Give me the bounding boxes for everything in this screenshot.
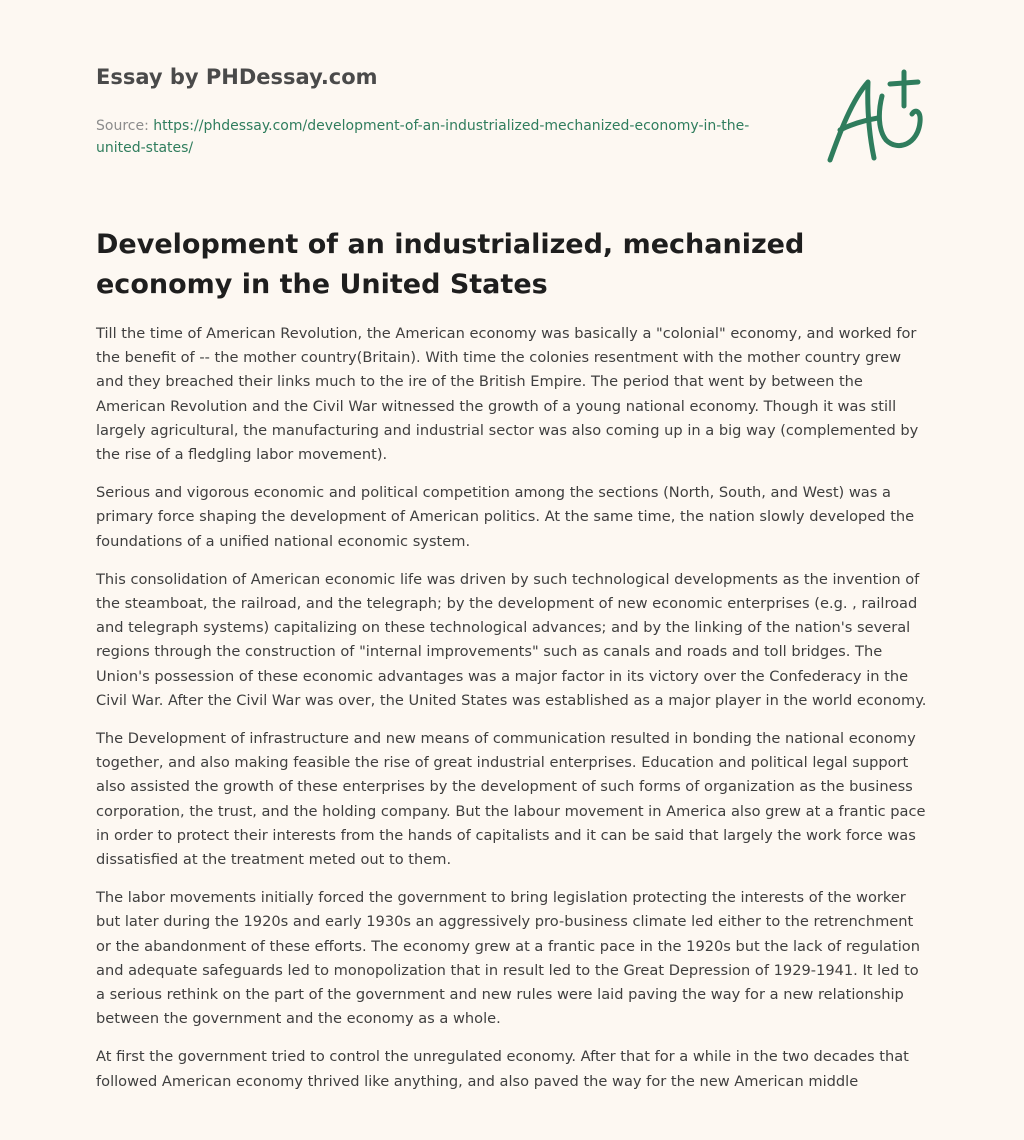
article-paragraph: Till the time of American Revolution, the American economy was basically a "colonial" economy, and worked for the benefit of -- the mother country(Britain). With time the colonies resentment with the mother country grew and they breached their links much to the ire of the British Empire. The period that went by between the American Revolution and the Civil War witnessed the growth of a young national economy. Though it was still largely agricultural, the manufacturing and industrial sector was also coming up in a big way (complemented by the rise of a fledgling labor movement).	[96, 325, 919, 464]
source-line	[96, 115, 776, 159]
source-link[interactable]: https://phdessay.com/development-of-an-industrialized-mechanized-economy-in-the-united-states/	[96, 118, 750, 156]
site-brand: Essay by PHDessay.com	[96, 65, 378, 89]
source-label: Source:	[96, 118, 149, 134]
article-body	[96, 322, 932, 1108]
site-header	[96, 62, 796, 159]
article-title: Development of an industrialized, mechanized economy in the United States	[96, 229, 805, 300]
article-paragraph: At first the government tried to control the unregulated economy. After that for a while in the two decades that followed American economy thrived like anything, and also paved the way for the new American middle	[96, 1048, 909, 1090]
article-paragraph: The Development of infrastructure and new means of communication resulted in bonding the national economy together, and also making feasible the rise of great industrial enterprises. Education and political legal support also assisted the growth of these enterprises by the development of such forms of organization as the business corporation, the trust, and the holding company. But the labour movement in America also grew at a frantic pace in order to protect their interests from the hands of capitalists and it can be said that largely the work force was dissatisfied at the treatment meted out to them.	[96, 730, 926, 869]
article-paragraph: The labor movements initially forced the government to bring legislation protecting the interests of the worker but later during the 1920s and early 1930s an aggressively pro-business climate led either to the retrenchment or the abandonment of these efforts. The economy grew at a frantic pace in the 1920s but the lack of regulation and adequate safeguards led to monopolization that in result led to the Great Depression of 1929-1941. It led to a serious rethink on the part of the government and new rules were laid paving the way for a new relationship between the government and the economy as a whole.	[96, 889, 920, 1028]
a-plus-logo	[820, 66, 930, 166]
article-paragraph: This consolidation of American economic life was driven by such technological developments as the invention of the steamboat, the railroad, and the telegraph; by the development of new economic enterprises (e.g. , railroad and telegraph systems) capitalizing on these technological advances; and by the linking of the nation's several regions through the construction of "internal improvements" such as canals and roads and toll bridges. The Union's possession of these economic advantages was a major factor in its victory over the Confederacy in the Civil War. After the Civil War was over, the United States was established as a major player in the world economy.	[96, 570, 927, 709]
article-paragraph: Serious and vigorous economic and political competition among the sections (North, South, and West) was a primary force shaping the development of American politics. At the same time, the nation slowly developed the foundations of a unified national economic system.	[96, 484, 915, 550]
